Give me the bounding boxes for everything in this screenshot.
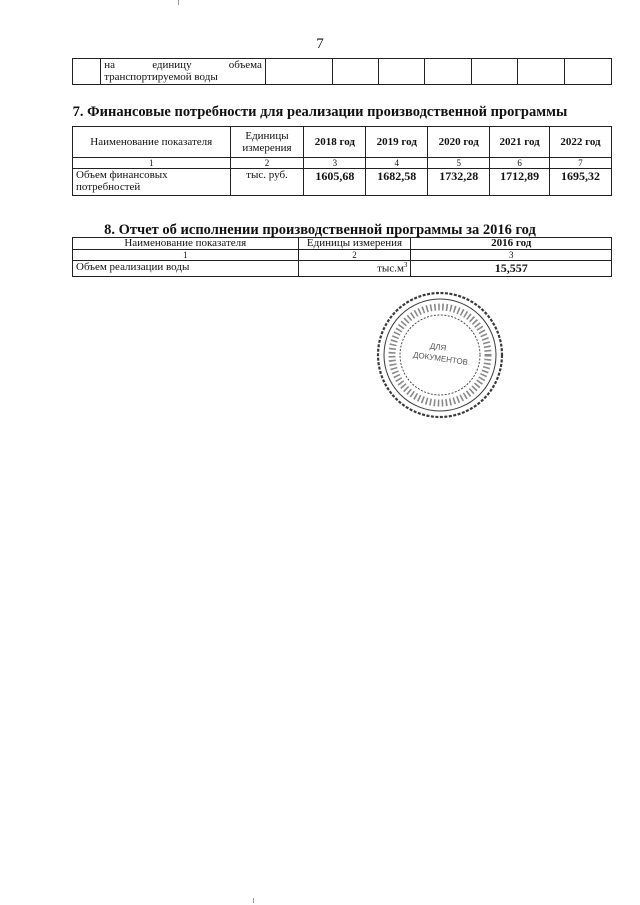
index-cell: 1 <box>73 158 231 169</box>
value-cell: 1695,32 <box>550 169 612 196</box>
unit-cell: тыс. руб. <box>230 169 304 196</box>
execution-report-table <box>72 237 612 277</box>
value-cell: 1682,58 <box>366 169 428 196</box>
row-label: Объем финансовых потребностей <box>73 169 231 196</box>
column-header: 2019 год <box>366 127 428 158</box>
index-cell: 2 <box>230 158 304 169</box>
table-cell <box>333 59 379 85</box>
table-cell <box>424 59 471 85</box>
scan-mark-top <box>178 0 179 5</box>
section-title: 7. Финансовые потребности для реализации производственной программы <box>72 104 568 120</box>
column-header: 2022 год <box>550 127 612 158</box>
unit-superscript: 3 <box>403 261 408 269</box>
table-cell <box>517 59 565 85</box>
seal-center-text: ДОКУМЕНТОВ <box>412 350 469 367</box>
table-cell <box>265 59 332 85</box>
column-header: Наименование показателя <box>73 238 299 250</box>
value-cell: 1732,28 <box>428 169 490 196</box>
column-header: Наименование показателя <box>73 127 231 158</box>
value-cell: 1605,68 <box>304 169 366 196</box>
index-row <box>73 250 612 261</box>
index-cell: 4 <box>366 158 428 169</box>
word: объема <box>228 59 262 71</box>
table-row <box>73 261 612 277</box>
seal-center-text: ДЛЯ <box>429 341 447 353</box>
column-header: 2021 год <box>490 127 550 158</box>
column-header: Единицы измерения <box>298 238 411 250</box>
header-row <box>73 127 612 158</box>
index-cell: 3 <box>411 250 612 261</box>
word: на <box>104 59 115 71</box>
indicator-cell <box>101 59 266 85</box>
financial-needs-table <box>72 126 612 196</box>
column-header: 2018 год <box>304 127 366 158</box>
table-row <box>73 169 612 196</box>
page-number: 7 <box>316 36 324 52</box>
table-cell <box>73 59 101 85</box>
value-cell: 1712,89 <box>490 169 550 196</box>
header-row <box>73 238 612 250</box>
table-cell <box>378 59 424 85</box>
index-cell: 1 <box>73 250 299 261</box>
table-cell <box>471 59 517 85</box>
table-cell <box>565 59 612 85</box>
unit-cell <box>298 261 411 277</box>
index-cell: 7 <box>550 158 612 169</box>
row-label: Объем реализации воды <box>73 261 299 277</box>
word: единицу <box>152 59 192 71</box>
value-cell: 15,557 <box>411 261 612 277</box>
index-cell: 3 <box>304 158 366 169</box>
index-row <box>73 158 612 169</box>
column-header: 2020 год <box>428 127 490 158</box>
indicator-line: транспортируемой воды <box>104 71 218 83</box>
column-header: Единицы измерения <box>230 127 304 158</box>
scan-mark-bottom <box>253 898 254 903</box>
table-row <box>73 59 612 85</box>
index-cell: 6 <box>490 158 550 169</box>
column-header: 2016 год <box>411 238 612 250</box>
index-cell: 5 <box>428 158 490 169</box>
official-seal <box>375 290 505 420</box>
section-title: 8. Отчет об исполнении производственной программы за 2016 год <box>104 222 536 238</box>
index-cell: 2 <box>298 250 411 261</box>
continuation-table <box>72 58 612 85</box>
unit-text: тыс.м <box>377 262 404 275</box>
